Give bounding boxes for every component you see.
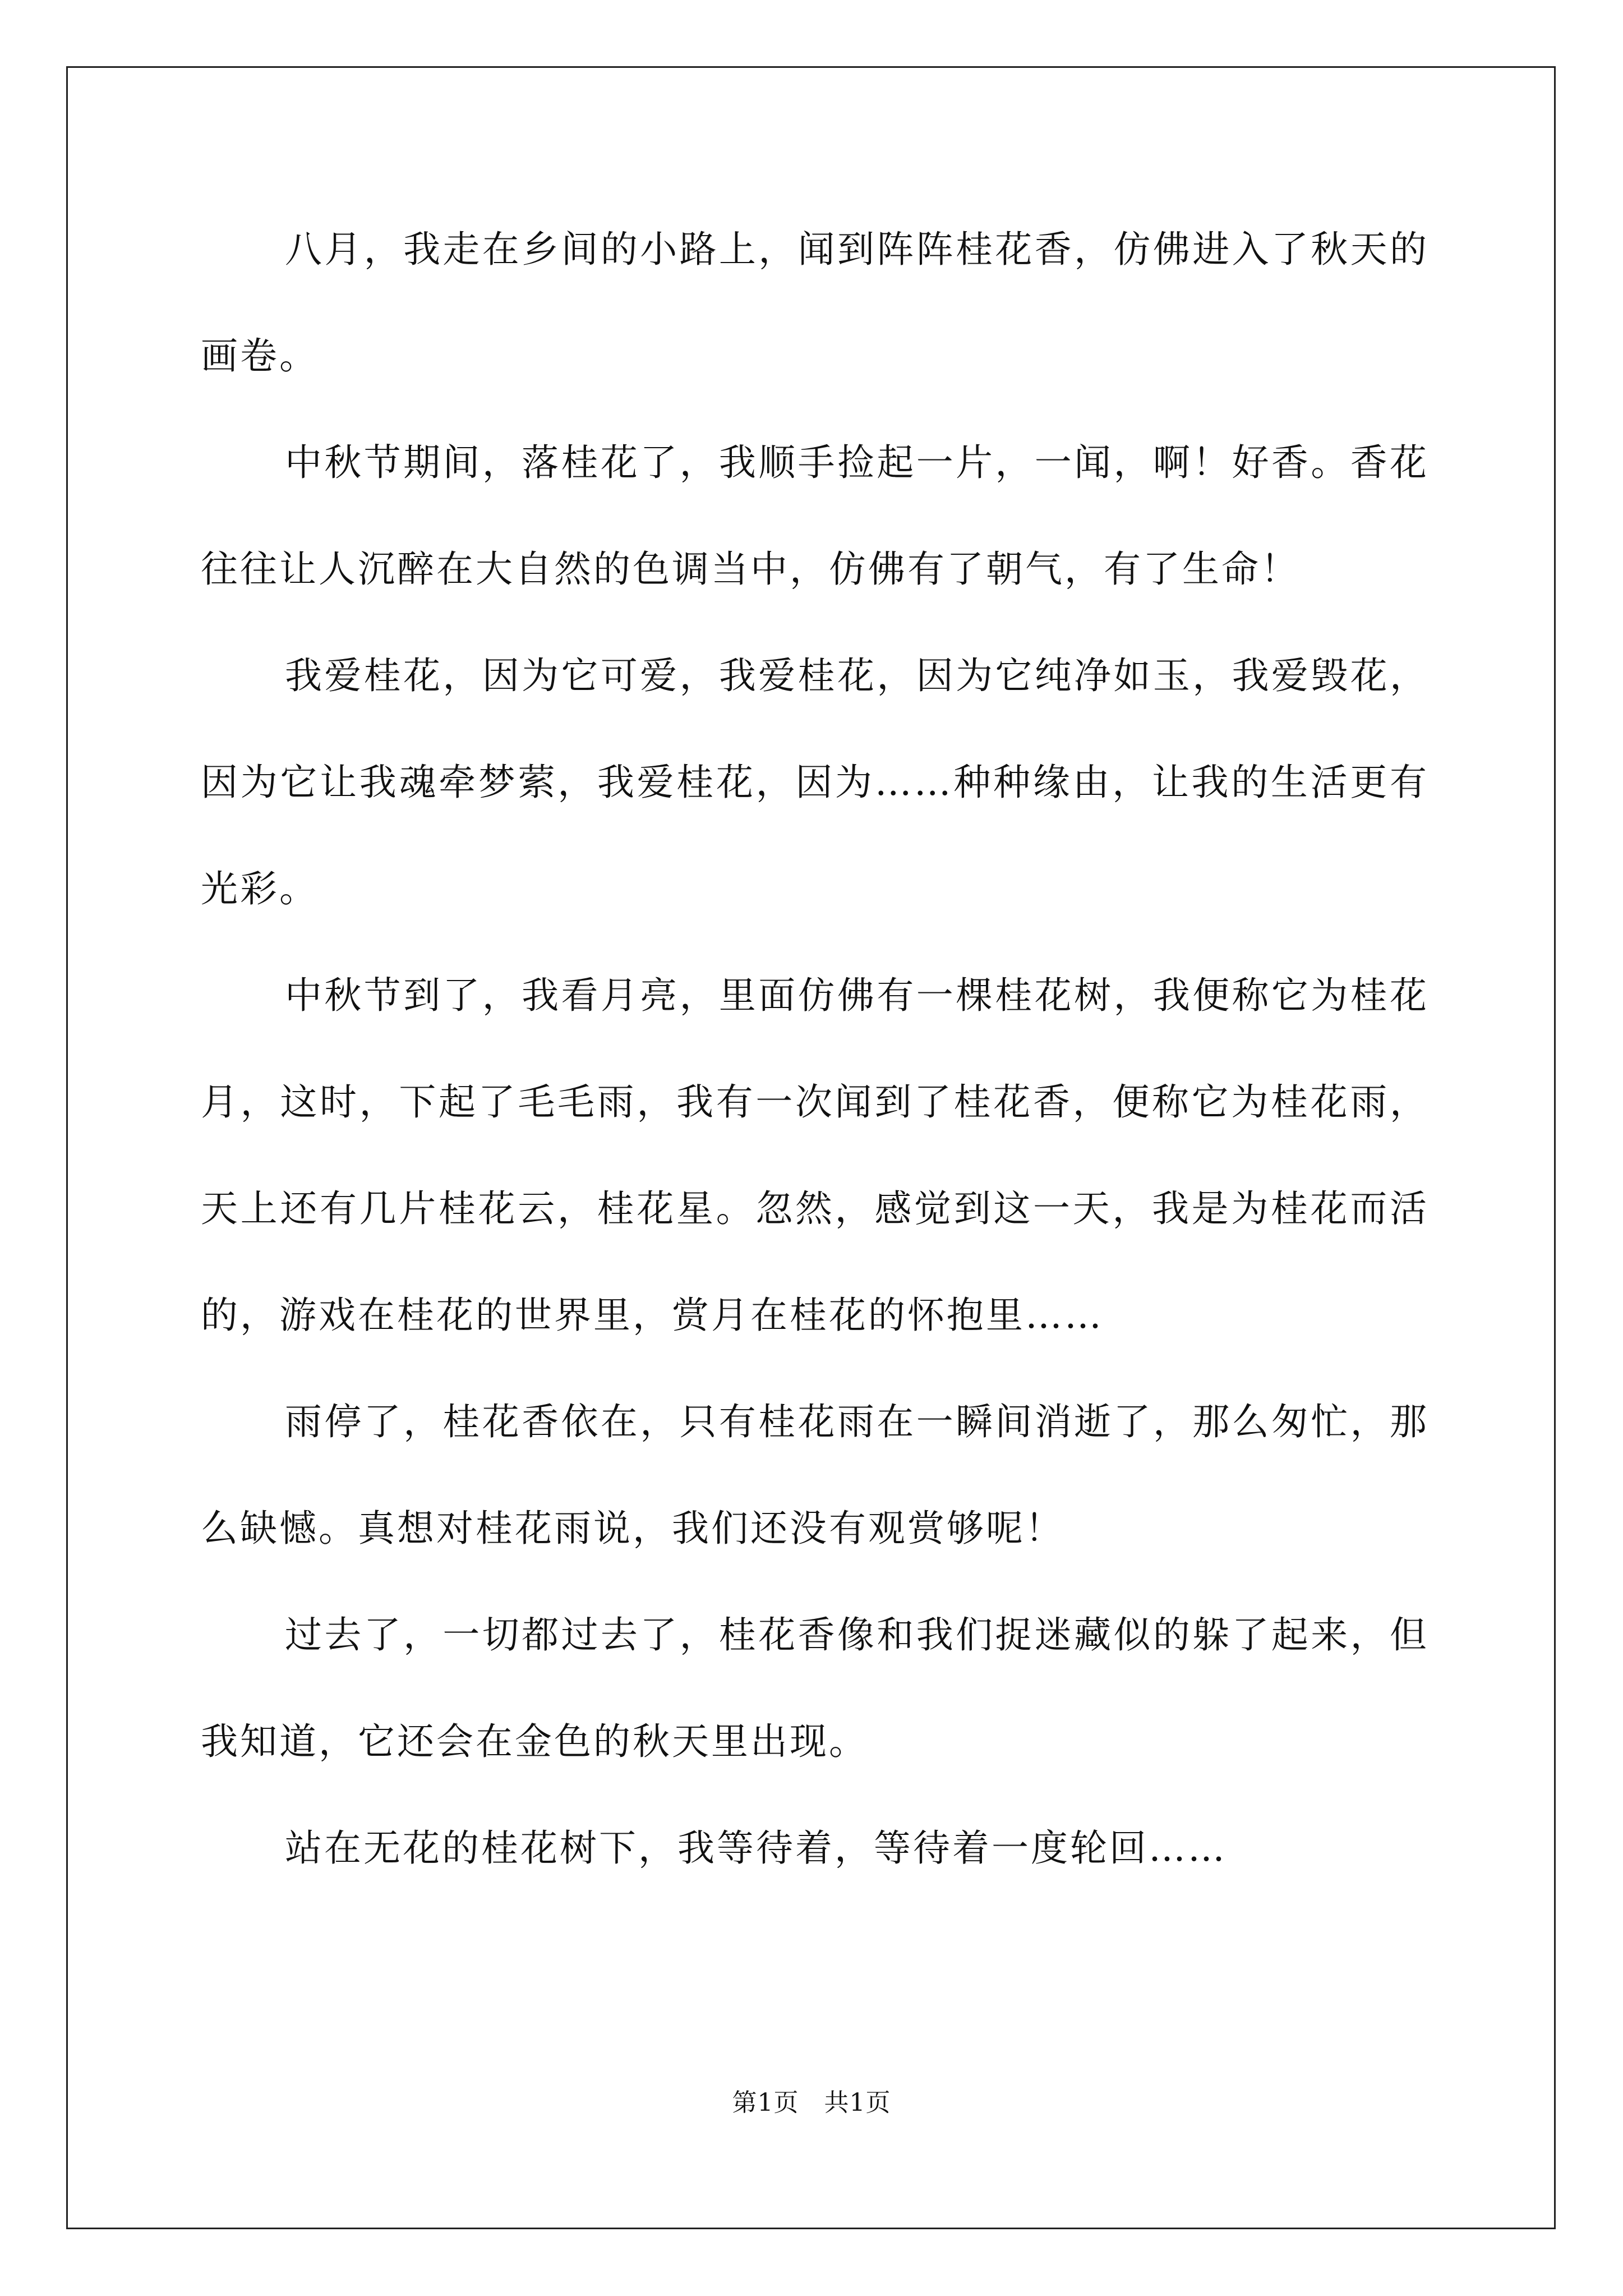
page-total: 共1页 bbox=[824, 2088, 891, 2117]
page-number: 第1页 bbox=[732, 2088, 799, 2117]
paragraph-6: 过去了，一切都过去了，桂花香像和我们捉迷藏似的躲了起来，但我知道，它还会在金色的秋天里出现。 bbox=[201, 1613, 1429, 1763]
paragraph-3: 我爱桂花，因为它可爱，我爱桂花，因为它纯净如玉，我爱毁花，因为它让我魂牵梦萦，我爱桂花，因为……种种缘由，让我的生活更有光彩。 bbox=[201, 654, 1429, 910]
paragraph-4: 中秋节到了，我看月亮，里面仿佛有一棵桂花树，我便称它为桂花月，这时，下起了毛毛雨，我有一次闻到了桂花香，便称它为桂花雨，天上还有几片桂花云，桂花星。忽然，感觉到这一天，我是为桂花而活的，游戏在桂花的世界里，赏月在桂花的怀抱里…… bbox=[201, 974, 1429, 1337]
page-footer bbox=[0, 2082, 1623, 2118]
paragraph-5: 雨停了，桂花香依在，只有桂花雨在一瞬间消逝了，那么匆忙，那么缺憾。真想对桂花雨说，我们还没有观赏够呢！ bbox=[201, 1400, 1429, 1550]
paragraph-1: 八月，我走在乡间的小路上，闻到阵阵桂花香，仿佛进入了秋天的画卷。 bbox=[201, 228, 1429, 378]
document-body bbox=[201, 213, 1429, 1902]
paragraph-7: 站在无花的桂花树下，我等待着，等待着一度轮回…… bbox=[285, 1826, 1227, 1870]
footer-separator bbox=[799, 2088, 824, 2117]
paragraph-2: 中秋节期间，落桂花了，我顺手捡起一片，一闻，啊！好香。香花往往让人沉醉在大自然的色调当中，仿佛有了朝气，有了生命！ bbox=[201, 441, 1429, 591]
